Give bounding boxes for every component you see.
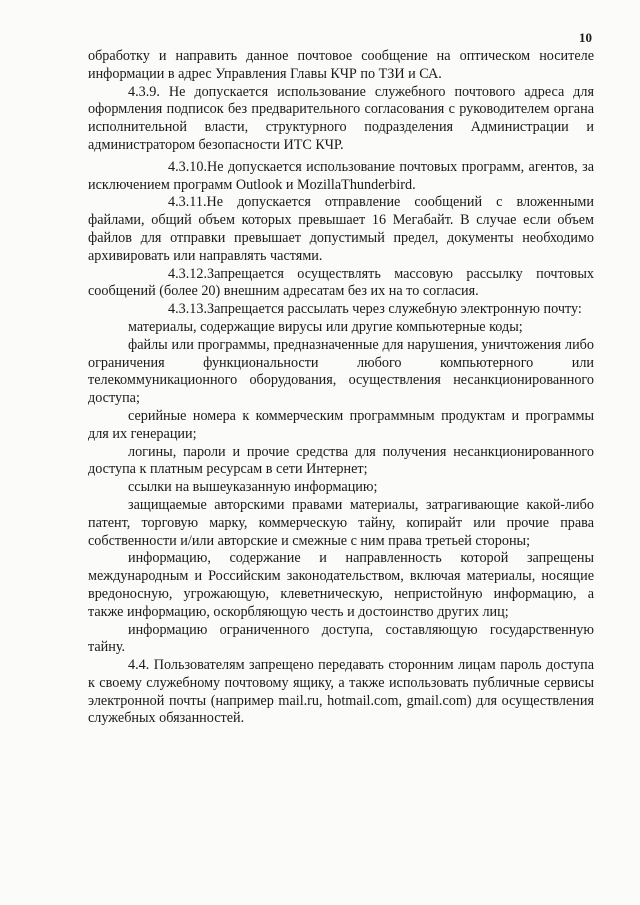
paragraph-text: обработку и направить данное почтовое сообщение на оптическом носителе информации в адрес Управления Главы КЧР по ТЗИ и СА. — [88, 48, 594, 82]
list-item: ссылки на вышеуказанную информацию; — [128, 479, 378, 496]
document-body — [88, 48, 594, 728]
paragraph-text: Запрещается осуществлять массовую рассылку почтовых сообщений (более 20) внешним адресатам без их на то согласия. — [88, 265, 594, 300]
list-item: информацию ограниченного доступа, составляющую государственную тайну. — [88, 621, 594, 656]
list-item: логины, пароли и прочие средства для получения несанкционированного доступа к платным ресурсам в сети Интернет; — [88, 443, 594, 478]
paragraph-text: Пользователям запрещено передавать сторонним лицам пароль доступа к своему служебному почтовому ящику, а также использовать публичные сервисы электронной почты (например mail.ru, hotmail.com, gmail.com) для осуществления служебных обязанностей. — [88, 657, 595, 727]
clause-number: 4.4. — [128, 657, 150, 674]
paragraph-text: Запрещается рассылать через служебную электронную почту: — [207, 301, 582, 318]
paragraph-4-3-13 — [88, 301, 594, 319]
list-item: информацию, содержание и направленность которой запрещены международным и Российским законодательством, включая материалы, носящие вредоносную, угрожающую, клеветническую, непристойную информацию, а также информацию, оскорбляющую честь и достоинство других лиц; — [88, 550, 594, 620]
paragraph-4-3-9 — [88, 84, 594, 155]
clause-number: 4.3.13. — [168, 301, 208, 318]
paragraph-4-4 — [88, 657, 594, 728]
clause-number: 4.3.9. — [128, 83, 160, 100]
clause-number: 4.3.10. — [168, 158, 208, 175]
paragraph-continuation — [88, 48, 594, 84]
list-item: материалы, содержащие вирусы или другие компьютерные коды; — [128, 318, 523, 335]
paragraph-4-3-11 — [88, 194, 594, 265]
page-number: 10 — [579, 30, 592, 45]
list-item: серийные номера к коммерческим программным продуктам и программы для их генерации; — [88, 407, 594, 442]
clause-number: 4.3.11. — [168, 194, 207, 211]
paragraph-text: Не допускается отправление сообщений с вложенными файлами, общий объем которых превышает 16 Мегабайт. В случае если объем файлов для отправки превышает допустимый предел, документы необходимо архивировать или направлять частями. — [88, 194, 594, 264]
paragraph-text: Не допускается использование почтовых программ, агентов, за исключением программ Outlook и MozillaThunderbird. — [88, 158, 594, 193]
paragraph-text: Не допускается использование служебного почтового адреса для оформления подписок без предварительного согласования с руководителем органа исполнительной власти, структурного подразделения Администрации и администратором безопасности ИТС КЧР. — [88, 83, 595, 153]
clause-number: 4.3.12. — [168, 265, 208, 282]
paragraph-4-3-10 — [88, 159, 594, 195]
list-item: файлы или программы, предназначенные для нарушения, уничтожения либо ограничения функциональности любого компьютерного или телекоммуникационного оборудования, осуществления несанкционированного доступа; — [88, 336, 594, 407]
list-item: защищаемые авторскими правами материалы, затрагивающие какой-либо патент, торговую марку, коммерческую тайну, копирайт или прочие права собственности и/или авторские и смежные с ним права третьей стороны; — [88, 496, 594, 549]
paragraph-4-3-12 — [88, 266, 594, 302]
